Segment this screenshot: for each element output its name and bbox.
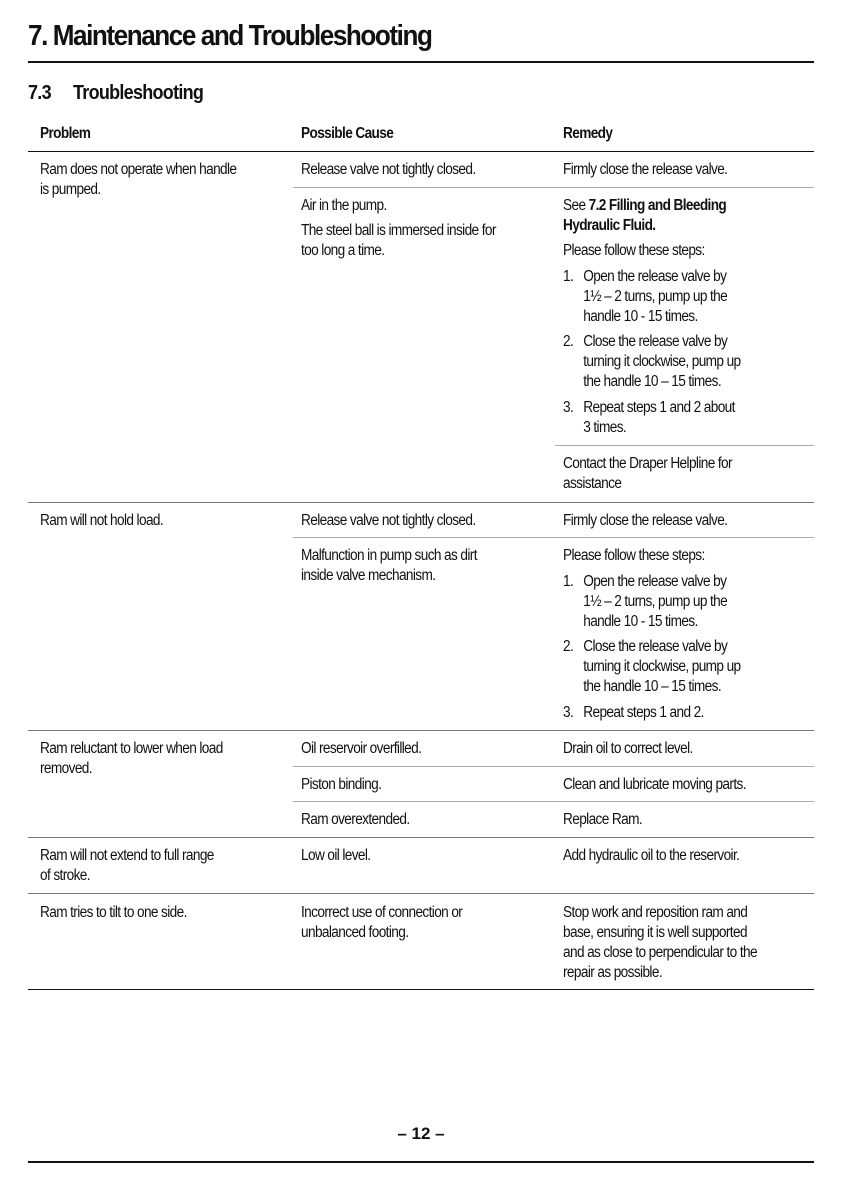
divider: [293, 537, 814, 538]
chapter-title: 7. Maintenance and Troubleshooting: [28, 20, 432, 52]
problem-cell: Ram does not operate when handle is pumped.: [40, 161, 237, 198]
cause-cell: Release valve not tightly closed.: [301, 512, 476, 529]
remedy-cell: Firmly close the release valve.: [563, 161, 728, 178]
divider: [555, 445, 814, 446]
divider: [293, 187, 814, 188]
divider: [293, 766, 814, 767]
divider: [28, 837, 814, 838]
remedy-cell: Drain oil to correct level.: [563, 740, 693, 757]
remedy-cell: See 7.2 Filling and Bleeding Hydraulic Fluid. Please follow these steps:: [563, 197, 727, 259]
cross-reference-link[interactable]: 7.2 Filling and Bleeding: [588, 197, 727, 214]
problem-cell: Ram will not extend to full range of stroke.: [40, 847, 214, 884]
cause-cell: Ram overextended.: [301, 811, 410, 828]
header-remedy: Remedy: [563, 125, 613, 142]
cause-cell: Malfunction in pump such as dirt inside valve mechanism.: [301, 547, 477, 584]
remedy-cell: Firmly close the release valve.: [563, 512, 728, 529]
section-number: 7.3: [28, 82, 51, 104]
header-cause: Possible Cause: [301, 125, 394, 142]
cause-cell: Oil reservoir overfilled.: [301, 740, 422, 757]
divider: [293, 801, 814, 802]
footer-divider: [28, 1161, 814, 1163]
step-list-item: 1. Open the release valve by 1½ – 2 turns, pump up the handle 10 - 15 times.: [563, 268, 728, 325]
step-list-item: 1. Open the release valve by 1½ – 2 turns, pump up the handle 10 - 15 times.: [563, 573, 728, 630]
cause-cell: Piston binding.: [301, 776, 382, 793]
cause-cell: Incorrect use of connection or unbalanced footing.: [301, 904, 463, 941]
divider: [28, 502, 814, 503]
step-list-item: 2. Close the release valve by turning it clockwise, pump up the handle 10 – 15 times.: [563, 333, 741, 390]
step-list-item: 3. Repeat steps 1 and 2 about 3 times.: [563, 399, 735, 436]
remedy-cell: Please follow these steps:: [563, 547, 705, 564]
remedy-cell: Clean and lubricate moving parts.: [563, 776, 746, 793]
problem-cell: Ram tries to tilt to one side.: [40, 904, 187, 921]
divider: [28, 151, 814, 152]
problem-cell: Ram will not hold load.: [40, 512, 164, 529]
divider: [28, 730, 814, 731]
divider: [28, 61, 814, 63]
step-list-item: 3. Repeat steps 1 and 2.: [563, 704, 704, 721]
cause-cell: Air in the pump. The steel ball is immersed inside for too long a time.: [301, 197, 496, 259]
header-problem: Problem: [40, 125, 91, 142]
cause-cell: Release valve not tightly closed.: [301, 161, 476, 178]
remedy-cell: Replace Ram.: [563, 811, 643, 828]
remedy-cell: Stop work and reposition ram and base, ensuring it is well supported and as close to perpendicular to the repair as possible.: [563, 904, 757, 981]
step-list-item: 2. Close the release valve by turning it clockwise, pump up the handle 10 – 15 times.: [563, 638, 741, 695]
page-number: – 12 –: [397, 1124, 445, 1143]
remedy-cell: Add hydraulic oil to the reservoir.: [563, 847, 740, 864]
remedy-cell: Contact the Draper Helpline for assistance: [563, 455, 732, 492]
cause-cell: Low oil level.: [301, 847, 371, 864]
divider: [28, 989, 814, 990]
divider: [28, 893, 814, 894]
section-title: [28, 82, 203, 105]
section-name: Troubleshooting: [73, 82, 204, 104]
problem-cell: Ram reluctant to lower when load removed.: [40, 740, 223, 777]
